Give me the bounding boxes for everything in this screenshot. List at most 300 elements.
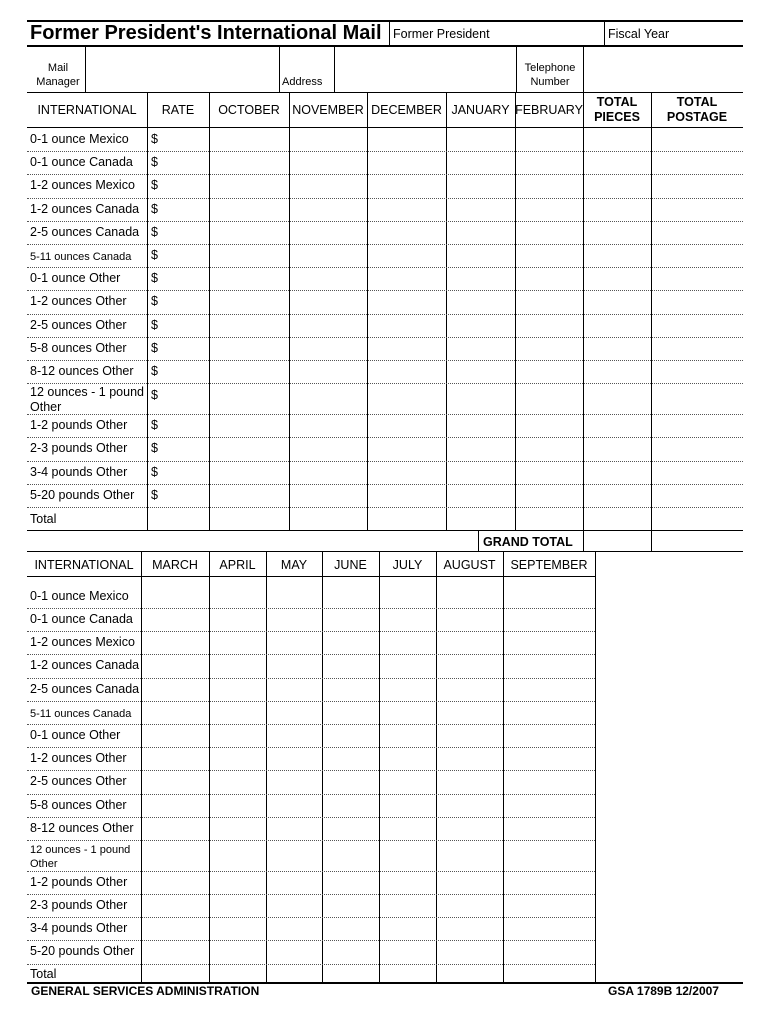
rate-input[interactable]: [161, 486, 207, 505]
cell-input[interactable]: [586, 439, 648, 459]
cell-input[interactable]: [382, 919, 433, 938]
cell-input[interactable]: [292, 486, 364, 505]
cell-input[interactable]: [518, 176, 580, 196]
cell-input[interactable]: [212, 587, 263, 606]
cell-input[interactable]: [325, 633, 376, 652]
cell-input[interactable]: [439, 772, 500, 792]
cell-input[interactable]: [212, 223, 286, 242]
cell-input[interactable]: [144, 726, 206, 745]
cell-input[interactable]: [292, 339, 364, 358]
cell-input[interactable]: [449, 223, 512, 242]
cell-input[interactable]: [382, 726, 433, 745]
cell-input[interactable]: [325, 587, 376, 606]
cell-input[interactable]: [449, 362, 512, 381]
cell-input[interactable]: [269, 796, 319, 815]
cell-input[interactable]: [212, 796, 263, 815]
rate-input[interactable]: [161, 130, 207, 149]
cell-input[interactable]: [144, 819, 206, 838]
cell-input[interactable]: [439, 842, 500, 869]
cell-input[interactable]: [144, 796, 206, 815]
cell-input[interactable]: [370, 292, 443, 312]
rate-currency: $: [151, 318, 158, 332]
cell-input[interactable]: [370, 153, 443, 172]
cell-input[interactable]: [325, 749, 376, 768]
cell-input[interactable]: [439, 819, 500, 838]
table-row: [27, 701, 595, 724]
cell-input[interactable]: [325, 680, 376, 699]
cell-input[interactable]: [269, 896, 319, 915]
table-row: [27, 151, 743, 174]
cell-input[interactable]: [212, 772, 263, 792]
row-label: 8-12 ounces Other: [30, 821, 134, 835]
cell-input[interactable]: [212, 749, 263, 768]
cell-input[interactable]: [144, 873, 206, 892]
rate-input[interactable]: [161, 153, 207, 172]
cell-input[interactable]: [449, 130, 512, 149]
cell-input[interactable]: [292, 223, 364, 242]
cell-input[interactable]: [269, 819, 319, 838]
cell-input[interactable]: [370, 316, 443, 335]
telephone-field[interactable]: [588, 60, 738, 82]
cell-input[interactable]: [382, 796, 433, 815]
cell-input[interactable]: [292, 269, 364, 288]
cell-input[interactable]: [654, 362, 740, 381]
cell-input[interactable]: [586, 292, 648, 312]
cell-input[interactable]: [292, 176, 364, 196]
row-label: 5-8 ounces Other: [30, 341, 127, 355]
cell-input[interactable]: [269, 873, 319, 892]
cell-input[interactable]: [518, 223, 580, 242]
row-label: 1-2 ounces Other: [30, 751, 127, 765]
cell-input[interactable]: [212, 463, 286, 482]
grand-total-postage[interactable]: [654, 533, 740, 549]
cell-input[interactable]: [586, 362, 648, 381]
table-row: [27, 585, 595, 608]
cell-input[interactable]: [144, 749, 206, 768]
cell-input[interactable]: [518, 486, 580, 505]
cell-input[interactable]: [506, 942, 592, 962]
cell-input[interactable]: [269, 842, 319, 869]
rate-input[interactable]: [161, 385, 207, 412]
cell-input[interactable]: [586, 200, 648, 219]
cell-input[interactable]: [144, 772, 206, 792]
grand-total-pieces[interactable]: [586, 533, 648, 549]
cell-input[interactable]: [212, 919, 263, 938]
cell-input[interactable]: [292, 130, 364, 149]
cell-input[interactable]: [654, 292, 740, 312]
col-header-june: JUNE: [334, 558, 367, 572]
address-label: Address: [282, 76, 323, 88]
cell-input[interactable]: [506, 610, 592, 629]
row-label: 0-1 ounce Canada: [30, 155, 133, 169]
cell-input[interactable]: [382, 942, 433, 962]
cell-input[interactable]: [370, 269, 443, 288]
cell-input[interactable]: [518, 246, 580, 265]
cell-input[interactable]: [269, 587, 319, 606]
cell-input[interactable]: [269, 772, 319, 792]
mail-manager-label: Mail Manager: [36, 62, 80, 88]
cell-input[interactable]: [506, 587, 592, 606]
cell-input[interactable]: [382, 656, 433, 676]
rate-input[interactable]: [161, 223, 207, 242]
cell-input[interactable]: [654, 246, 740, 265]
cell-input[interactable]: [586, 130, 648, 149]
cell-input[interactable]: [518, 362, 580, 381]
cell-input[interactable]: [212, 200, 286, 219]
cell-input[interactable]: [439, 796, 500, 815]
cell-input[interactable]: [269, 919, 319, 938]
cell-input[interactable]: [654, 463, 740, 482]
cell-input[interactable]: [586, 176, 648, 196]
table-row: [27, 608, 595, 631]
cell-input[interactable]: [212, 896, 263, 915]
cell-input[interactable]: [370, 486, 443, 505]
cell-input[interactable]: [325, 610, 376, 629]
rate-currency: $: [151, 178, 158, 192]
cell-input[interactable]: [269, 726, 319, 745]
rate-input[interactable]: [161, 200, 207, 219]
table-row: [27, 794, 595, 817]
cell-input[interactable]: [212, 292, 286, 312]
cell-input[interactable]: [586, 269, 648, 288]
cell-input[interactable]: [144, 633, 206, 652]
cell-input[interactable]: [325, 942, 376, 962]
cell-input[interactable]: [325, 656, 376, 676]
cell-input[interactable]: [212, 176, 286, 196]
cell-input[interactable]: [506, 842, 592, 869]
cell-input[interactable]: [654, 316, 740, 335]
table-row: [27, 840, 595, 871]
total-label: Total: [30, 512, 57, 526]
cell-input[interactable]: [370, 339, 443, 358]
cell-input[interactable]: [449, 385, 512, 412]
cell-input[interactable]: [325, 796, 376, 815]
cell-input[interactable]: [449, 316, 512, 335]
cell-input[interactable]: [654, 223, 740, 242]
col-header-october: OCTOBER: [218, 103, 280, 117]
cell-input[interactable]: [654, 130, 740, 149]
rate-input[interactable]: [161, 269, 207, 288]
col-header-july: JULY: [392, 558, 423, 572]
cell-input[interactable]: [212, 439, 286, 459]
cell-input[interactable]: [370, 130, 443, 149]
cell-input[interactable]: [654, 486, 740, 505]
cell-input[interactable]: [212, 339, 286, 358]
cell-input[interactable]: [518, 292, 580, 312]
cell-input[interactable]: [212, 246, 286, 265]
cell-input[interactable]: [292, 246, 364, 265]
cell-input[interactable]: [518, 416, 580, 435]
table-row: [27, 940, 595, 964]
cell-input[interactable]: [439, 610, 500, 629]
cell-input[interactable]: [654, 439, 740, 459]
cell-input[interactable]: [370, 223, 443, 242]
cell-input[interactable]: [212, 385, 286, 412]
cell-input[interactable]: [212, 942, 263, 962]
rate-input[interactable]: [161, 339, 207, 358]
rate-currency: $: [151, 341, 158, 355]
col-header-april: APRIL: [219, 558, 256, 572]
cell-input[interactable]: [212, 726, 263, 745]
cell-input[interactable]: [654, 339, 740, 358]
cell-input[interactable]: [325, 726, 376, 745]
cell-input[interactable]: [449, 153, 512, 172]
cell-input[interactable]: [506, 896, 592, 915]
rate-input[interactable]: [161, 176, 207, 196]
cell-input[interactable]: [586, 246, 648, 265]
rate-input[interactable]: [161, 362, 207, 381]
table-row: [27, 484, 743, 507]
cell-input[interactable]: [506, 633, 592, 652]
cell-input[interactable]: [439, 873, 500, 892]
cell-input[interactable]: [439, 680, 500, 699]
cell-input[interactable]: [586, 486, 648, 505]
cell-input[interactable]: [292, 153, 364, 172]
cell-input[interactable]: [382, 680, 433, 699]
cell-input[interactable]: [292, 316, 364, 335]
rate-input[interactable]: [161, 246, 207, 265]
col-header-total-pieces: TOTAL PIECES: [594, 95, 640, 124]
cell-input[interactable]: [269, 703, 319, 722]
cell-input[interactable]: [518, 269, 580, 288]
table-row: [27, 128, 743, 151]
cell-input[interactable]: [439, 919, 500, 938]
cell-input[interactable]: [506, 796, 592, 815]
cell-input[interactable]: [144, 896, 206, 915]
cell-input[interactable]: [144, 610, 206, 629]
cell-input[interactable]: [325, 919, 376, 938]
cell-input[interactable]: [370, 362, 443, 381]
table-row: [27, 747, 595, 770]
cell-input[interactable]: [292, 292, 364, 312]
cell-input[interactable]: [654, 269, 740, 288]
cell-input[interactable]: [292, 362, 364, 381]
cell-input[interactable]: [586, 223, 648, 242]
cell-input[interactable]: [292, 439, 364, 459]
table-row: [27, 290, 743, 314]
cell-input[interactable]: [506, 680, 592, 699]
cell-input[interactable]: [212, 362, 286, 381]
cell-input[interactable]: [449, 339, 512, 358]
cell-input[interactable]: [212, 316, 286, 335]
cell-input[interactable]: [269, 610, 319, 629]
rate-input[interactable]: [161, 416, 207, 435]
cell-input[interactable]: [269, 680, 319, 699]
col-header-january: JANUARY: [451, 103, 510, 117]
cell-input[interactable]: [144, 842, 206, 869]
row-label: 5-20 pounds Other: [30, 944, 135, 958]
cell-input[interactable]: [325, 703, 376, 722]
cell-input[interactable]: [654, 416, 740, 435]
cell-input[interactable]: [506, 819, 592, 838]
cell-input[interactable]: [144, 919, 206, 938]
cell-input[interactable]: [506, 703, 592, 722]
rate-input[interactable]: [161, 316, 207, 335]
cell-input[interactable]: [449, 416, 512, 435]
cell-input[interactable]: [212, 610, 263, 629]
cell-input[interactable]: [370, 439, 443, 459]
cell-input[interactable]: [449, 463, 512, 482]
cell-input[interactable]: [292, 385, 364, 412]
table-row: [27, 631, 595, 654]
table-row: [27, 174, 743, 198]
cell-input[interactable]: [518, 463, 580, 482]
cell-input[interactable]: [518, 200, 580, 219]
row-label: 12 ounces - 1 pound Other: [30, 385, 144, 414]
rate-input[interactable]: [161, 292, 207, 312]
col-header-february: FEBRUARY: [515, 103, 583, 117]
cell-input[interactable]: [325, 873, 376, 892]
cell-input[interactable]: [370, 200, 443, 219]
table-row: [27, 414, 743, 437]
cell-input[interactable]: [518, 316, 580, 335]
cell-input[interactable]: [212, 486, 286, 505]
cell-input[interactable]: [212, 703, 263, 722]
cell-input[interactable]: [382, 587, 433, 606]
cell-input[interactable]: [325, 819, 376, 838]
cell-input[interactable]: [586, 416, 648, 435]
cell-input[interactable]: [449, 439, 512, 459]
cell-input[interactable]: [370, 385, 443, 412]
cell-input[interactable]: [212, 130, 286, 149]
cell-input[interactable]: [212, 269, 286, 288]
cell-input[interactable]: [439, 896, 500, 915]
cell-input[interactable]: [439, 942, 500, 962]
cell-input[interactable]: [506, 873, 592, 892]
cell-input[interactable]: [144, 587, 206, 606]
rate-input[interactable]: [161, 439, 207, 459]
col-header-international: INTERNATIONAL: [37, 103, 137, 117]
cell-input[interactable]: [212, 153, 286, 172]
fiscal-year-field[interactable]: [680, 24, 740, 42]
cell-input[interactable]: [292, 463, 364, 482]
cell-input[interactable]: [382, 873, 433, 892]
cell-input[interactable]: [144, 656, 206, 676]
row-label: 1-2 ounces Canada: [30, 658, 140, 672]
cell-input[interactable]: [325, 842, 376, 869]
cell-input[interactable]: [439, 587, 500, 606]
former-president-field[interactable]: [500, 24, 600, 42]
form-number: GSA 1789B 12/2007: [608, 984, 719, 998]
rate-currency: $: [151, 248, 158, 262]
cell-input[interactable]: [382, 749, 433, 768]
cell-input[interactable]: [506, 726, 592, 745]
cell-input[interactable]: [439, 749, 500, 768]
cell-input[interactable]: [449, 292, 512, 312]
cell-input[interactable]: [144, 680, 206, 699]
cell-input[interactable]: [586, 385, 648, 412]
cell-input[interactable]: [506, 919, 592, 938]
cell-input[interactable]: [654, 153, 740, 172]
cell-input[interactable]: [144, 942, 206, 962]
col-header-may: MAY: [280, 558, 308, 572]
table-row: [27, 437, 743, 461]
cell-input[interactable]: [439, 633, 500, 652]
cell-input[interactable]: [382, 842, 433, 869]
cell-input[interactable]: [212, 656, 263, 676]
cell-input[interactable]: [212, 842, 263, 869]
cell-input[interactable]: [370, 416, 443, 435]
table-row: [27, 383, 743, 414]
cell-input[interactable]: [370, 246, 443, 265]
cell-input[interactable]: [518, 439, 580, 459]
cell-input[interactable]: [382, 896, 433, 915]
cell-input[interactable]: [382, 772, 433, 792]
cell-input[interactable]: [449, 269, 512, 288]
cell-input[interactable]: [212, 633, 263, 652]
total-label: Total: [30, 967, 57, 981]
cell-input[interactable]: [382, 633, 433, 652]
cell-input[interactable]: [382, 703, 433, 722]
cell-input[interactable]: [370, 176, 443, 196]
rate-currency: $: [151, 465, 158, 479]
cell-input[interactable]: [506, 749, 592, 768]
cell-input[interactable]: [269, 633, 319, 652]
cell-input[interactable]: [212, 416, 286, 435]
cell-input[interactable]: [212, 819, 263, 838]
cell-input[interactable]: [449, 200, 512, 219]
row-label: 5-11 ounces Canada: [30, 708, 132, 720]
cell-input[interactable]: [325, 896, 376, 915]
cell-input[interactable]: [518, 153, 580, 172]
cell-input[interactable]: [586, 153, 648, 172]
row-label: 5-20 pounds Other: [30, 488, 135, 502]
cell-input[interactable]: [269, 942, 319, 962]
cell-input[interactable]: [269, 749, 319, 768]
cell-input[interactable]: [439, 656, 500, 676]
address-field[interactable]: [339, 60, 509, 82]
cell-input[interactable]: [449, 486, 512, 505]
col-header-rate: RATE: [161, 103, 195, 117]
cell-input[interactable]: [506, 656, 592, 676]
rate-input[interactable]: [161, 463, 207, 482]
table-row: [27, 360, 743, 383]
cell-input[interactable]: [518, 339, 580, 358]
cell-input[interactable]: [506, 772, 592, 792]
table-row: [27, 244, 743, 267]
rate-currency: $: [151, 388, 158, 402]
cell-input[interactable]: [654, 176, 740, 196]
cell-input[interactable]: [449, 246, 512, 265]
cell-input[interactable]: [586, 463, 648, 482]
cell-input[interactable]: [325, 772, 376, 792]
cell-input[interactable]: [292, 416, 364, 435]
row-label: 2-3 pounds Other: [30, 441, 128, 455]
cell-input[interactable]: [654, 385, 740, 412]
cell-input[interactable]: [439, 703, 500, 722]
cell-input[interactable]: [586, 316, 648, 335]
table-row: [27, 817, 595, 840]
cell-input[interactable]: [269, 656, 319, 676]
row-label: 0-1 ounce Other: [30, 728, 121, 742]
cell-input[interactable]: [370, 463, 443, 482]
cell-input[interactable]: [518, 130, 580, 149]
cell-input[interactable]: [382, 819, 433, 838]
cell-input[interactable]: [518, 385, 580, 412]
cell-input[interactable]: [292, 200, 364, 219]
cell-input[interactable]: [586, 339, 648, 358]
row-label: 0-1 ounce Other: [30, 271, 121, 285]
cell-input[interactable]: [439, 726, 500, 745]
cell-input[interactable]: [212, 680, 263, 699]
cell-input[interactable]: [144, 703, 206, 722]
cell-input[interactable]: [654, 200, 740, 219]
cell-input[interactable]: [382, 610, 433, 629]
mail-manager-field[interactable]: [90, 60, 275, 82]
row-label: 5-11 ounces Canada: [30, 251, 132, 263]
cell-input[interactable]: [212, 873, 263, 892]
cell-input[interactable]: [449, 176, 512, 196]
